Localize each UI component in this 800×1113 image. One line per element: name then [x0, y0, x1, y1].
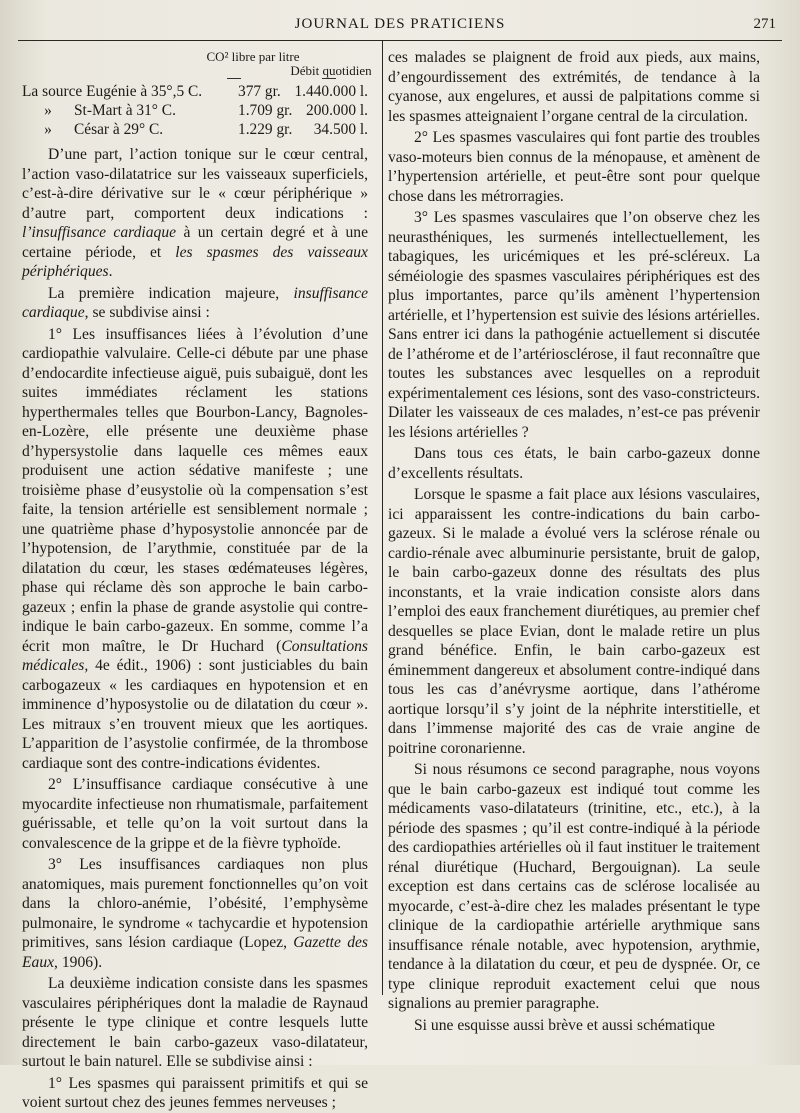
co2-table — [22, 48, 372, 139]
italic-term: insuffisance cardiaque — [22, 284, 368, 321]
paragraph: La première indication majeure, insuffisance cardiaque, se subdivise ainsi : — [22, 284, 368, 321]
co2-value: 1.709 gr. — [238, 102, 293, 119]
paragraph: 2° Les spasmes vasculaires qui font partie des troubles vaso-moteurs bien connus de la ménopause, et amènent de l’hypertension artérielle, et peut-être sont pour quelque chose dans les métrorragies. — [388, 129, 760, 205]
co2-value: 1.229 gr. — [238, 121, 293, 138]
paragraph: Dans tous ces états, le bain carbo-gazeux donne d’excellents résultats. — [388, 445, 760, 482]
source-name: La source Eugénie à 35°,5 C. — [22, 83, 203, 100]
header-rule — [18, 40, 782, 41]
page-header — [18, 14, 782, 38]
paragraph: 1° Les insuffisances liées à l’évolution d’une cardiopathie valvulaire. Celle-ci débute par une phase d’endocardite infectieuse aiguë, puis subaiguë, dont les suites immédiates réclament les stations hyperthermales telles que Bourbon-Lancy, Bagnoles-en-Lozère, elle présente une deuxième phase d’hypersystolie dans laquelle ces mêmes eaux produisent une action sédative manifeste ; une troisième phase d’eusystolie où la compensation s’est faite, la tension artérielle est sensiblement normale ; une quatrième phase d’hyposystolie annoncée par de l’hypotension, de l’arythmie, constituée par de la dilatation du cœur, les stases œdémateuses légères, phase qui réclame dès son approche le bain carbo-gazeux ; enfin la phase de grande asystolie qui contre-indique le bain carbo-gazeux. En somme, comme l’a écrit mon maître, le Dr Huchard (Consultations médicales, 4e édit., 1906) : sont justiciables du bain carbogazeux « les cardiaques en hypotension et en imminence d’hyposystolie ou de dilatation du cœur ». Les mitraux s’en trouvent mieux que les aortiques. L’apparition de l’asystolie confirmée, de la thrombose cardiaque sont des contre-indications évidentes. — [22, 325, 368, 772]
page-number: 271 — [753, 16, 776, 32]
co2-column-heading: CO² libre par litre — [206, 49, 300, 64]
italic-citation: Gazette des Eaux — [22, 934, 368, 971]
paragraph: 1° Les spasmes qui paraissent primitifs et qui se voient surtout chez des jeunes femmes nerveuses ; — [22, 1074, 368, 1111]
debit-value: 200.000 l. — [306, 102, 368, 119]
paragraph: 3° Les insuffisances cardiaques non plus anatomiques, mais purement fonctionnelles qu’on voit dans la chloro-anémie, l’obésité, l’emphysème pulmonaire, le syndrome « tachycardie et hypotension primitives, sans lésion cardiaque (Lopez, Gazette des Eaux, 1906). — [22, 856, 368, 971]
paragraph: ces malades se plaignent de froid aux pieds, aux mains, d’engourdissement des extrémités, de tendance à la cyanose, aux engelures, et aussi de palpitations comme si les spasmes atteignaient l’organe central de la circulation. — [388, 49, 760, 125]
table-row — [22, 101, 368, 120]
right-column — [388, 48, 760, 1055]
debit-value: 1.440.000 l. — [294, 83, 368, 100]
running-title: JOURNAL DES PRATICIENS — [294, 16, 506, 32]
paragraph: La deuxième indication consiste dans les spasmes vasculaires périphériques dont la maladie de Raynaud présente le type clinique et contre lesquels lutte directement le bain carbo-gazeux vaso-dilatateur, surtout le bain naturel. Elle se subdivise ainsi : — [22, 975, 368, 1070]
source-name: St-Mart à 31° C. — [74, 102, 176, 119]
paragraph: D’une part, l’action tonique sur le cœur central, l’action vaso-dilatatrice sur les vaisseaux superficiels, c’est-à-dire dérivative sur le « cœur périphérique » d’autre part, comportent deux indications : l’insuffisance cardiaque à un certain degré et à une certaine période, et les spasmes des vaisseaux périphériques. — [22, 146, 368, 280]
paragraph: Si nous résumons ce second paragraphe, nous voyons que le bain carbo-gazeux est indiqué tout comme les médicaments vaso-dilatateurs (trinitine, etc., etc.), à la période des spasmes ; qu’il est contre-indiqué à la période des cardiopathies artérielles où il faut instituer le traitement rénal diurétique (Huchard, Bergouignan). La seule exception est dans certains cas de sclérose localisée au myocarde, c’est-à-dire chez les malades présentant le type clinique de la cardiopathie artérielle arythmique sans insuffisance rénale notable, avec hypotension, arythmie, tendance à la dilatation du cœur, et peu de dyspnée. Or, ce type clinique reproduit exactement celui que nous signalions au premier paragraphe. — [388, 761, 760, 1012]
ditto-mark: » — [44, 121, 52, 138]
paragraph: 3° Les spasmes vasculaires que l’on observe chez les neurasthéniques, les surmenés intellectuellement, les tabagiques, les uricémiques et les pré-scléreux. La séméiologie des spasmes vasculaires périphériques est des plus importantes, parce qu’ils amènent l’hypertension artérielle, et l’hypertension est suivie des lésions artérielles. Sans entrer ici dans la pathogénie actuellement si discutée de l’athérome et de l’artériosclérose, il faut reconnaître que toutes les substances avec lesquelles on a reproduit expérimentalement ces lésions, sont des vaso-constricteurs. Dilater les vaisseaux de ces malades, n’est-ce pas prévenir les lésions artérielles ? — [388, 209, 760, 441]
italic-term: les spasmes des vaisseaux périphériques — [22, 243, 368, 280]
left-column — [22, 48, 372, 1111]
table-row — [22, 82, 368, 101]
heading-dash — [322, 78, 336, 79]
heading-dash — [227, 78, 241, 79]
ditto-mark: » — [44, 102, 52, 119]
paragraph: 2° L’insuffisance cardiaque consécutive à une myocardite infectieuse non rhumatismale, parfaitement guérissable, et telle qu’on la voit surtout dans la convalescence de la grippe et de la fièvre typhoïde. — [22, 776, 368, 852]
co2-value: 377 gr. — [238, 83, 281, 100]
debit-value: 34.500 l. — [313, 121, 368, 138]
source-name: César à 29° C. — [74, 121, 164, 138]
column-divider — [382, 41, 383, 995]
italic-citation: Consultations médicales, — [22, 637, 368, 674]
italic-term: l’insuffisance cardiaque — [22, 224, 177, 241]
paragraph: Lorsque le spasme a fait place aux lésions vasculaires, ici apparaissent les contre-indications du bain carbo-gazeux. Si le malade a évolué vers la sclérose rénale ou cardio-rénale avec albuminurie persistante, bruit de galop, le bain carbo-gazeux donne des résultats des plus inconstants, et la vraie indication consiste alors dans l’emploi des eaux franchement diurétiques, au premier chef desquelles se place Evian, dont le malade retire un plus grand bénéfice. Enfin, le bain carbo-gazeux est éminemment dangereux et absolument contre-indiqué dans tous les cas d’anévrysme aortique, dans l’athérome aortique lorsqu’il s’y joint de la néphrite interstitielle, et dans l’immense majorité des cas de vraie angine de poitrine coronarienne. — [388, 486, 760, 757]
debit-column-heading: Débit quotidien — [290, 63, 372, 78]
table-row — [22, 120, 368, 139]
paragraph: Si une esquisse aussi brève et aussi schématique — [414, 1016, 715, 1034]
co2-table-header — [22, 48, 372, 82]
